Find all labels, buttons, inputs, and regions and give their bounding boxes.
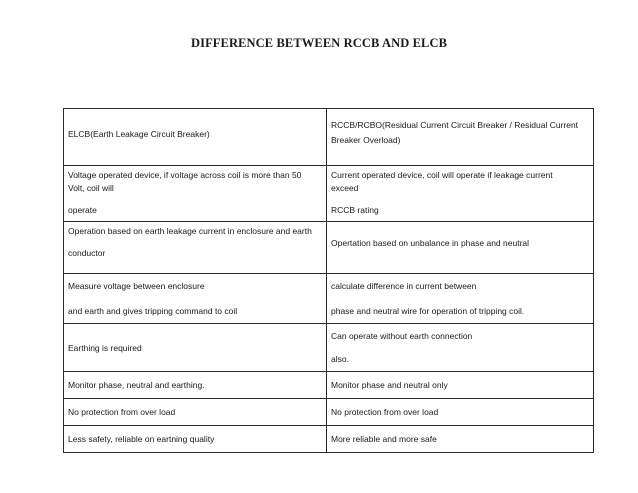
page-title: DIFFERENCE BETWEEN RCCB AND ELCB xyxy=(190,36,448,50)
table-row xyxy=(64,324,594,372)
cell-text: Measure voltage between enclosure xyxy=(68,281,205,291)
cell-spacer xyxy=(331,194,589,204)
table-row xyxy=(64,399,594,426)
cell-text: No protection from over load xyxy=(331,407,439,417)
table-cell-elcb xyxy=(64,372,327,399)
table-cell-elcb xyxy=(64,426,327,453)
comparison-table xyxy=(63,108,594,453)
table-cell-elcb xyxy=(64,222,327,274)
cell-spacer xyxy=(68,293,322,305)
table-cell-rccb xyxy=(327,426,594,453)
table-row xyxy=(64,372,594,399)
cell-text: Breaker Overload) xyxy=(331,135,401,145)
cell-spacer xyxy=(68,194,322,204)
cell-text: Monitor phase and neutral only xyxy=(331,380,448,390)
cell-text: RCCB/RCBO(Residual Current Circuit Breaker / Residual Current xyxy=(331,120,579,130)
cell-text: Operation based on earth leakage current in enclosure and earth xyxy=(68,226,312,236)
cell-text: Current operated device, coil will operate if leakage current xyxy=(331,170,553,180)
cell-text: Opertation based on unbalance in phase and neutral xyxy=(331,237,530,248)
cell-text: Can operate without earth connection xyxy=(331,331,473,341)
table-row xyxy=(64,109,594,166)
cell-text: More reliable and more safe xyxy=(331,434,437,444)
cell-text: No protection from over load xyxy=(68,407,176,417)
table-cell-rccb xyxy=(327,166,594,222)
cell-text: Monitor phase, neutral and earthing. xyxy=(68,380,205,390)
table-cell-elcb xyxy=(64,274,327,324)
table-row xyxy=(64,426,594,453)
cell-text: Volt, coil will xyxy=(68,182,114,193)
cell-spacer xyxy=(331,343,589,353)
table-row xyxy=(64,166,594,222)
cell-text: Voltage operated device, if voltage across coil is more than 50 xyxy=(68,170,302,180)
table-cell-rccb xyxy=(327,372,594,399)
cell-text: phase and neutral wire for operation of tripping coil. xyxy=(331,305,525,316)
table-cell-rccb xyxy=(327,274,594,324)
table-cell-elcb xyxy=(64,399,327,426)
table-cell-elcb xyxy=(64,166,327,222)
cell-text: Earthing is required xyxy=(68,342,142,353)
cell-text: and earth and gives tripping command to coil xyxy=(68,305,238,316)
cell-text: operate xyxy=(68,205,97,215)
cell-text: also. xyxy=(331,353,349,364)
table-cell-rccb xyxy=(327,109,594,166)
cell-text: calculate difference in current between xyxy=(331,281,477,291)
cell-text: Less safety, reliable on eartning quality xyxy=(68,434,215,444)
table-row xyxy=(64,222,594,274)
cell-text: RCCB rating xyxy=(331,205,379,215)
table-cell-elcb xyxy=(64,109,327,166)
cell-spacer xyxy=(68,238,322,247)
table-cell-elcb xyxy=(64,324,327,372)
cell-text: exceed xyxy=(331,182,359,193)
table-cell-rccb xyxy=(327,222,594,274)
cell-text: conductor xyxy=(68,247,106,258)
table-cell-rccb xyxy=(327,324,594,372)
table-row xyxy=(64,274,594,324)
table-cell-rccb xyxy=(327,399,594,426)
cell-spacer xyxy=(331,293,589,305)
cell-text: ELCB(Earth Leakage Circuit Breaker) xyxy=(68,129,210,139)
